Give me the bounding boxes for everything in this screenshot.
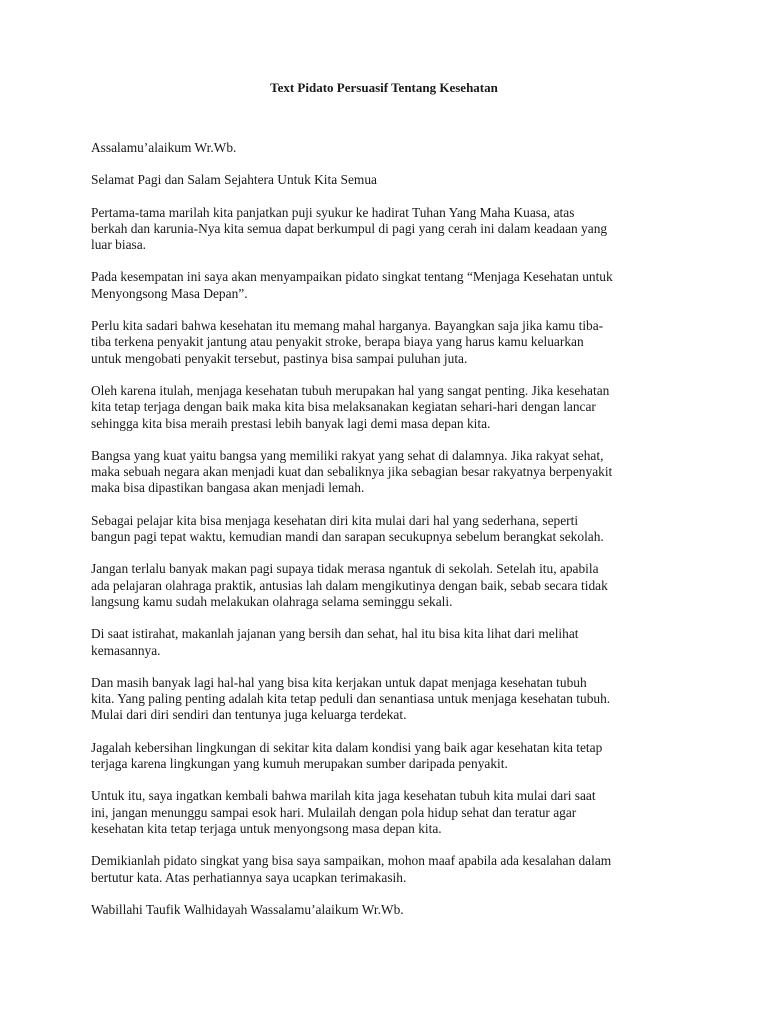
paragraph <box>91 318 691 367</box>
paragraph <box>91 902 691 918</box>
paragraph-line: Jagalah kebersihan lingkungan di sekitar kita dalam kondisi yang baik agar kesehatan kita tetap <box>91 739 603 755</box>
paragraph-line: kita tetap terjaga dengan baik maka kita bisa melaksanakan kegiatan sehari-hari dengan lancar <box>91 399 596 415</box>
paragraph-line: kemasannya. <box>91 642 161 658</box>
paragraph-line: ada pelajaran olahraga praktik, antusias lah dalam mengikutinya dengan baik, sebab secara tidak <box>91 577 608 593</box>
paragraph-line: langsung kamu sudah melakukan olahraga selama seminggu sekali. <box>91 593 453 609</box>
paragraph-line: Jangan terlalu banyak makan pagi supaya tidak merasa ngantuk di sekolah. Setelah itu, apabila <box>91 561 599 577</box>
paragraph-line: ini, jangan menunggu sampai esok hari. Mulailah dengan pola hidup sehat dan teratur agar <box>91 804 577 820</box>
paragraph <box>91 172 691 188</box>
paragraph-line: untuk mengobati penyakit tersebut, pastinya bisa sampai puluhan juta. <box>91 350 468 366</box>
paragraph-line: bangun pagi tepat waktu, kemudian mandi dan sarapan secukupnya sebelum berangkat sekolah. <box>91 529 604 545</box>
paragraph-line: Dan masih banyak lagi hal-hal yang bisa kita kerjakan untuk dapat menjaga kesehatan tubuh <box>91 674 587 690</box>
paragraph-line: Wabillahi Taufik Walhidayah Wassalamu’alaikum Wr.Wb. <box>91 901 404 917</box>
paragraph <box>91 269 691 302</box>
paragraph-line: terjaga karena lingkungan yang kumuh merupakan sumber daripada penyakit. <box>91 756 508 772</box>
paragraph-line: Sebagai pelajar kita bisa menjaga kesehatan diri kita mulai dari hal yang sederhana, seperti <box>91 512 579 528</box>
paragraph <box>91 513 691 546</box>
paragraph-line: Mulai dari diri sendiri dan tentunya juga keluarga terdekat. <box>91 707 407 723</box>
paragraph-line: Perlu kita sadari bahwa kesehatan itu memang mahal harganya. Bayangkan saja jika kamu tiba- <box>91 318 604 334</box>
paragraph <box>91 626 691 659</box>
paragraph-line: kesehatan kita tetap terjaga untuk menyongsong masa depan kita. <box>91 820 442 836</box>
paragraph-line: Demikianlah pidato singkat yang bisa saya sampaikan, mohon maaf apabila ada kesalahan dalam <box>91 853 612 869</box>
paragraph <box>91 561 691 610</box>
paragraph-line: luar biasa. <box>91 237 147 253</box>
paragraph <box>91 675 691 724</box>
paragraph-line: Menyongsong Masa Depan”. <box>91 285 248 301</box>
paragraph-line: bertutur kata. Atas perhatiannya saya ucapkan terimakasih. <box>91 869 407 885</box>
paragraph <box>91 383 691 432</box>
paragraph <box>91 205 691 254</box>
paragraph-line: Pertama-tama marilah kita panjatkan puji syukur ke hadirat Tuhan Yang Maha Kuasa, atas <box>91 204 575 220</box>
paragraph-line: Pada kesempatan ini saya akan menyampaikan pidato singkat tentang “Menjaga Kesehatan untuk <box>91 269 613 285</box>
paragraph <box>91 140 691 156</box>
paragraph-line: kita. Yang paling penting adalah kita tetap peduli dan senantiasa untuk menjaga kesehatan tubuh. <box>91 691 611 707</box>
paragraph <box>91 788 691 837</box>
paragraph-line: Assalamu’alaikum Wr.Wb. <box>91 140 237 155</box>
paragraph-line: Di saat istirahat, makanlah jajanan yang bersih dan sehat, hal itu bisa kita lihat dari melihat <box>91 626 579 642</box>
paragraph <box>91 853 691 886</box>
paragraph <box>91 448 691 497</box>
paragraph-line: Oleh karena itulah, menjaga kesehatan tubuh merupakan hal yang sangat penting. Jika kesehatan <box>91 382 610 398</box>
document-body <box>91 140 691 934</box>
paragraph-line: maka bisa dipastikan bangasa akan menjadi lemah. <box>91 480 365 496</box>
paragraph-line: maka sebuah negara akan menjadi kuat dan sebaliknya jika sebagian besar rakyatnya berpenyakit <box>91 464 613 480</box>
paragraph-line: Selamat Pagi dan Salam Sejahtera Untuk Kita Semua <box>91 172 377 188</box>
paragraph-line: tiba terkena penyakit jantung atau penyakit stroke, berapa biaya yang harus kamu keluarkan <box>91 334 584 350</box>
paragraph-line: Untuk itu, saya ingatkan kembali bahwa marilah kita jaga kesehatan tubuh kita mulai dari saat <box>91 788 596 804</box>
paragraph-line: berkah dan karunia-Nya kita semua dapat berkumpul di pagi yang cerah ini dalam keadaan yang <box>91 220 608 236</box>
document-title: Text Pidato Persuasif Tentang Kesehatan <box>270 80 498 95</box>
paragraph-line: Bangsa yang kuat yaitu bangsa yang memiliki rakyat yang sehat di dalamnya. Jika rakyat sehat, <box>91 447 604 463</box>
paragraph <box>91 740 691 773</box>
paragraph-line: sehingga kita bisa meraih prestasi lebih banyak lagi demi masa depan kita. <box>91 415 491 431</box>
